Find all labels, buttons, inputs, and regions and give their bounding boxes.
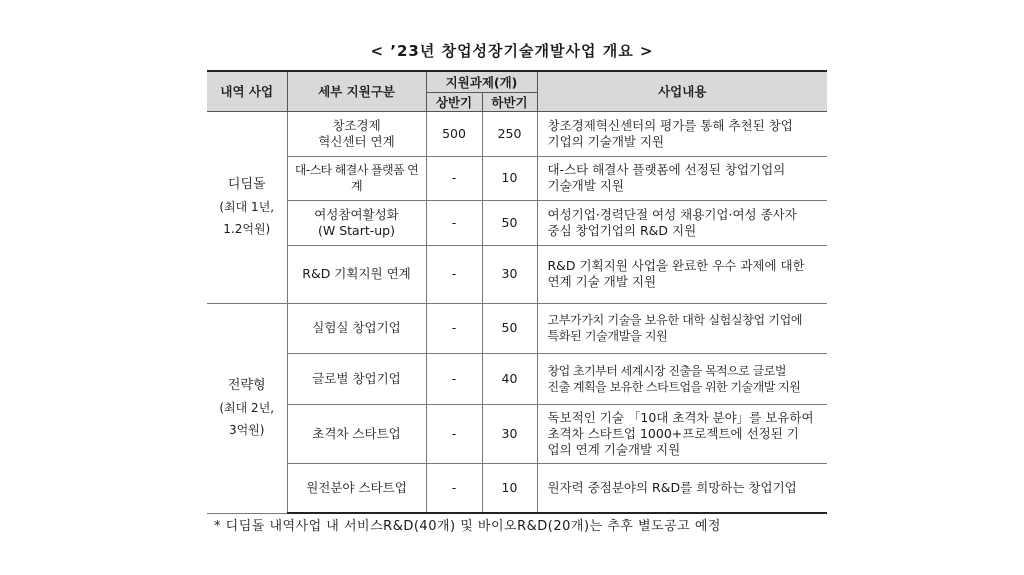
second-half-cell: 10	[482, 463, 537, 513]
content-text: 창업 초기부터 세계시장 진출을 목적으로 글로벌 진출 계획을 보유한 스타트업을 위한 기술개발 지원	[547, 363, 801, 394]
detail-cell	[287, 200, 426, 245]
detail-cell	[287, 111, 426, 156]
detail-text: 대-스타 해결사 플랫폼 연계	[294, 163, 419, 193]
header-second-half: 하반기	[482, 92, 537, 111]
category-strategic	[207, 303, 287, 513]
header-first-half: 상반기	[426, 92, 482, 111]
content-text: 대-스타 해결사 플랫폼에 선정된 창업기업의 기술개발 지원	[547, 162, 786, 193]
second-half-cell: 30	[482, 404, 537, 463]
detail-cell	[287, 353, 426, 404]
detail-cell	[287, 245, 426, 303]
detail-text: 초격차 스타트업	[312, 425, 401, 441]
header-tasks: 지원과제(개)	[426, 71, 537, 92]
content-text: 여성기업·경력단절 여성 채용기업·여성 종사자 중심 창업기업의 R&D 지원	[547, 206, 797, 238]
detail-text: 창조경제 혁신센터 연계	[318, 117, 395, 149]
detail-text: 글로벌 창업기업	[312, 370, 401, 386]
first-half-cell: -	[426, 463, 482, 513]
category-didimdol	[207, 111, 287, 303]
content-cell	[537, 353, 827, 404]
detail-text: 원전분야 스타트업	[306, 479, 407, 495]
content-text: 고부가가치 기술을 보유한 대학 실험실창업 기업에 특화된 기술개발을 지원	[547, 313, 803, 343]
detail-text: 여성참여활성화 (W Start-up)	[314, 206, 399, 238]
content-cell	[537, 303, 827, 353]
content-cell	[537, 463, 827, 513]
first-half-cell: -	[426, 156, 482, 200]
category-name: 디딤돌	[227, 177, 266, 192]
second-half-cell: 50	[482, 303, 537, 353]
content-text: R&D 기획지원 사업을 완료한 우수 과제에 대한 연계 기술 개발 지원	[547, 258, 805, 289]
second-half-cell: 40	[482, 353, 537, 404]
content-cell	[537, 200, 827, 245]
second-half-cell: 30	[482, 245, 537, 303]
category-name: 전략형	[227, 378, 266, 393]
detail-cell	[287, 156, 426, 200]
content-cell	[537, 156, 827, 200]
category-limit: 1.2억원)	[223, 222, 271, 236]
program-overview-table	[207, 70, 827, 514]
detail-cell	[287, 303, 426, 353]
category-limit: (최대 1년,	[219, 200, 275, 214]
first-half-cell: -	[426, 303, 482, 353]
second-half-cell: 10	[482, 156, 537, 200]
first-half-cell: -	[426, 404, 482, 463]
content-text: 원자력 중점분야의 R&D를 희망하는 창업기업	[547, 479, 797, 495]
footnote: * 디딤돌 내역사업 내 서비스R&D(40개) 및 바이오R&D(20개)는 추후 별도공고 예정	[214, 519, 721, 534]
header-content: 사업내용	[537, 71, 827, 111]
content-text: 독보적인 기술 「10대 초격차 분야」를 보유하여 초격차 스타트업 1000+프로젝트에 선정된 기 업의 연계 기술개발 지원	[547, 409, 814, 457]
first-half-cell: -	[426, 200, 482, 245]
detail-cell	[287, 404, 426, 463]
first-half-cell: -	[426, 245, 482, 303]
content-cell	[537, 111, 827, 156]
detail-text: 실험실 창업기업	[312, 320, 401, 335]
document-title: < ’23년 창업성장기술개발사업 개요 >	[370, 42, 654, 60]
header-detail: 세부 지원구분	[287, 71, 426, 111]
category-limit: (최대 2년,	[219, 401, 275, 415]
detail-cell	[287, 463, 426, 513]
category-limit: 3억원)	[228, 423, 265, 437]
first-half-cell: 500	[426, 111, 482, 156]
content-cell	[537, 245, 827, 303]
second-half-cell: 250	[482, 111, 537, 156]
detail-text: R&D 기획지원 연계	[302, 266, 411, 281]
first-half-cell: -	[426, 353, 482, 404]
content-cell	[537, 404, 827, 463]
content-text: 창조경제혁신센터의 평가를 통해 추천된 창업 기업의 기술개발 지원	[547, 117, 793, 149]
second-half-cell: 50	[482, 200, 537, 245]
header-category: 내역 사업	[207, 71, 287, 111]
